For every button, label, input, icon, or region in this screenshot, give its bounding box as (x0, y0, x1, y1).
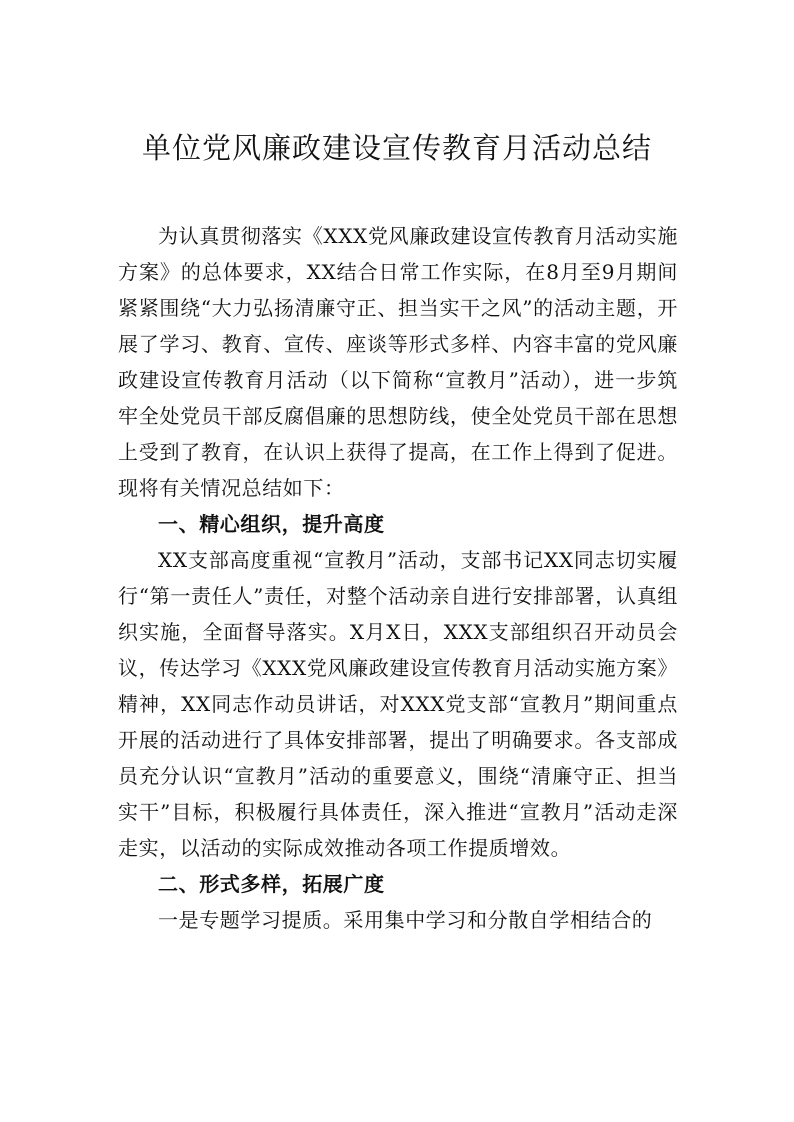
section-2-paragraph: 一是专题学习提质。采用集中学习和分散自学相结合的 (158, 908, 653, 932)
section-1-paragraph: XX支部高度重视“宣教月”活动，支部书记XX同志切实履行“第一责任人”责任，对整个活动亲自进行安排部署，认真组织实施，全面督导落实。X月X日，XXX支部组织召开动员会议，传达学习《XXX党风廉政建设宣传教育月活动实施方案》精神，XX同志作动员讲话，对XXX党支部“宣教月”期间重点开展的活动进行了具体安排部署，提出了明确要求。各支部成员充分认识“宣教月”活动的重要意义，围绕“清廉守正、担当实干”目标，积极履行具体责任，深入推进“宣教月”活动走深走实，以活动的实际成效推动各项工作提质增效。 (118, 548, 678, 860)
document-body (118, 218, 678, 938)
section-heading-1: 一、精心组织，提升高度 (158, 512, 385, 536)
document-title: 单位党风廉政建设宣传教育月活动总结 (141, 131, 652, 165)
intro-paragraph: 为认真贯彻落实《XXX党风廉政建设宣传教育月活动实施方案》的总体要求，XX结合日常工作实际，在8月至9月期间紧紧围绕“大力弘扬清廉守正、担当实干之风”的活动主题，开展了学习、教育、宣传、座谈等形式多样、内容丰富的党风廉政建设宣传教育月活动（以下简称“宣教月”活动），进一步筑牢全处党员干部反腐倡廉的思想防线，使全处党员干部在思想上受到了教育，在认识上获得了提高，在工作上得到了促进。现将有关情况总结如下： (118, 224, 678, 500)
section-heading-2: 二、形式多样，拓展广度 (158, 872, 385, 896)
